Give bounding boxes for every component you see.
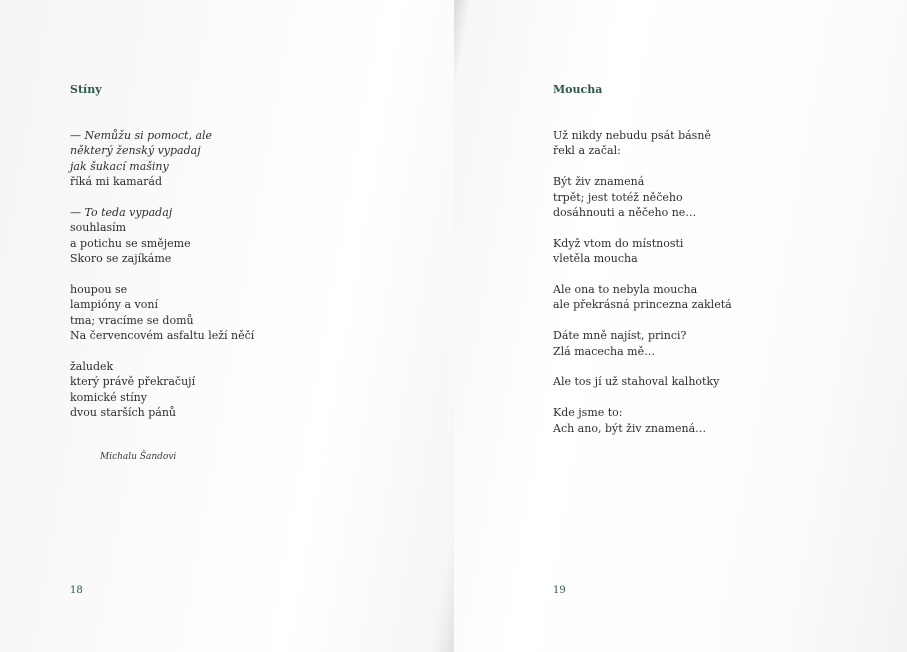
poem-line: trpět; jest totéž něčeho: [553, 190, 683, 204]
page-number: 18: [70, 585, 83, 596]
stanza: [553, 405, 732, 436]
poem-line: Skoro se zajíkáme: [70, 252, 172, 266]
poem-line: Být živ znamená: [553, 175, 645, 189]
stanza: [553, 174, 732, 220]
poem-line: Kde jsme to:: [553, 406, 623, 420]
poem-title: Moucha: [553, 83, 603, 96]
stanza: [70, 128, 254, 190]
stanza: [70, 205, 254, 267]
poem-line: dosáhnouti a něčeho ne…: [553, 206, 697, 220]
poem-body: [553, 128, 732, 451]
poem-line: souhlasím: [70, 221, 127, 235]
poem-line: a potichu se smějeme: [70, 236, 191, 250]
poem-line: — To teda vypadaj: [70, 206, 173, 220]
stanza: [553, 236, 732, 267]
poem-line: Ach ano, být živ znamená…: [553, 421, 707, 435]
poem-line: lampióny a voní: [70, 298, 158, 312]
stanza: [553, 128, 732, 159]
poem-line: Ale tos jí už stahoval kalhotky: [553, 375, 720, 389]
poem-title: Stíny: [70, 83, 102, 96]
stanza: [70, 282, 254, 344]
poem-line: dvou starších pánů: [70, 406, 177, 420]
right-page: [454, 0, 907, 652]
stanza: [553, 374, 732, 389]
poem-line: Na červencovém asfaltu leží něčí: [70, 329, 255, 343]
poem-line: komické stíny: [70, 390, 147, 404]
poem-line: jak šukací mašiny: [70, 159, 169, 173]
poem-line: tma; vracíme se domů: [70, 313, 194, 327]
page-number: 19: [553, 585, 566, 596]
poem-line: ale překrásná princezna zakletá: [553, 298, 732, 312]
poem-line: některý ženský vypadaj: [70, 144, 201, 158]
poem-line: Dáte mně najíst, princi?: [553, 329, 687, 343]
dedication: Michalu Šandovi: [100, 452, 177, 462]
poem-line: žaludek: [70, 360, 114, 374]
poem-line: houpou se: [70, 283, 128, 297]
stanza: [553, 328, 732, 359]
poem-line: vletěla moucha: [553, 252, 638, 266]
poem-body: [70, 128, 254, 436]
poem-line: Když vtom do místnosti: [553, 236, 684, 250]
poem-line: Zlá macecha mě…: [553, 344, 656, 358]
stanza: [553, 282, 732, 313]
poem-line: říká mi kamarád: [70, 175, 163, 189]
stanza: [70, 359, 254, 421]
poem-line: Už nikdy nebudu psát básně: [553, 129, 711, 142]
poem-line: který právě překračují: [70, 375, 196, 389]
poem-line: řekl a začal:: [553, 144, 621, 158]
poem-line: Ale ona to nebyla moucha: [553, 283, 698, 297]
poem-line: — Nemůžu si pomoct, ale: [70, 129, 213, 142]
